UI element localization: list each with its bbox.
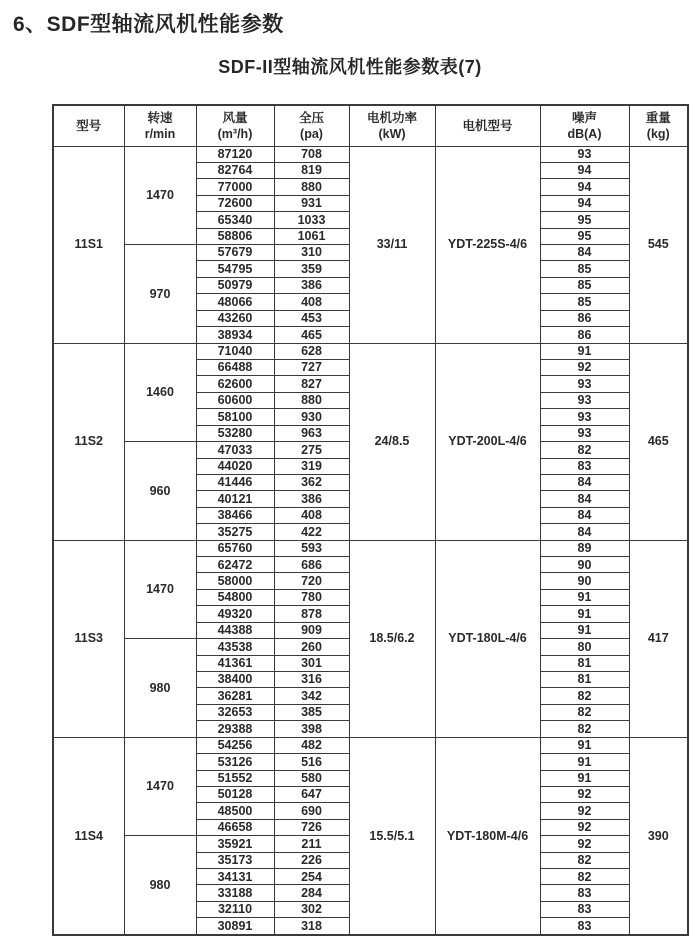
- noise-cell: 91: [540, 343, 629, 359]
- pressure-cell: 318: [274, 918, 349, 935]
- noise-cell: 89: [540, 540, 629, 556]
- flow-cell: 51552: [196, 770, 274, 786]
- flow-cell: 54800: [196, 589, 274, 605]
- flow-cell: 41446: [196, 474, 274, 490]
- noise-cell: 83: [540, 458, 629, 474]
- pressure-cell: 422: [274, 524, 349, 540]
- flow-cell: 60600: [196, 392, 274, 408]
- noise-cell: 91: [540, 770, 629, 786]
- noise-cell: 91: [540, 737, 629, 753]
- column-header: 型号: [53, 105, 124, 146]
- flow-cell: 32653: [196, 704, 274, 720]
- noise-cell: 93: [540, 392, 629, 408]
- noise-cell: 91: [540, 754, 629, 770]
- noise-cell: 93: [540, 425, 629, 441]
- pressure-cell: 482: [274, 737, 349, 753]
- noise-cell: 85: [540, 277, 629, 293]
- model-cell: 11S3: [53, 540, 124, 737]
- flow-cell: 66488: [196, 359, 274, 375]
- flow-cell: 54256: [196, 737, 274, 753]
- noise-cell: 91: [540, 622, 629, 638]
- pressure-cell: 385: [274, 704, 349, 720]
- flow-cell: 43260: [196, 310, 274, 326]
- flow-cell: 50979: [196, 277, 274, 293]
- pressure-cell: 260: [274, 639, 349, 655]
- weight-cell: 465: [629, 343, 688, 540]
- speed-cell: 980: [124, 836, 196, 935]
- flow-cell: 50128: [196, 786, 274, 802]
- flow-cell: 41361: [196, 655, 274, 671]
- noise-cell: 86: [540, 310, 629, 326]
- pressure-cell: 580: [274, 770, 349, 786]
- flow-cell: 48500: [196, 803, 274, 819]
- fan-performance-table: [52, 104, 689, 936]
- speed-cell: 960: [124, 442, 196, 541]
- pressure-cell: 386: [274, 277, 349, 293]
- table-row: [53, 737, 688, 753]
- flow-cell: 58100: [196, 409, 274, 425]
- pressure-cell: 398: [274, 721, 349, 737]
- speed-cell: 1460: [124, 343, 196, 442]
- noise-cell: 85: [540, 294, 629, 310]
- noise-cell: 93: [540, 146, 629, 162]
- noise-cell: 82: [540, 442, 629, 458]
- flow-cell: 62600: [196, 376, 274, 392]
- speed-cell: 970: [124, 245, 196, 344]
- flow-cell: 72600: [196, 195, 274, 211]
- flow-cell: 35173: [196, 852, 274, 868]
- page-title: 6、SDF型轴流风机性能参数: [13, 13, 284, 36]
- flow-cell: 62472: [196, 557, 274, 573]
- column-header: 全压 (pa): [274, 105, 349, 146]
- column-header: 转速 r/min: [124, 105, 196, 146]
- noise-cell: 81: [540, 672, 629, 688]
- power-cell: 15.5/5.1: [349, 737, 435, 935]
- noise-cell: 92: [540, 803, 629, 819]
- flow-cell: 34131: [196, 869, 274, 885]
- flow-cell: 71040: [196, 343, 274, 359]
- flow-cell: 38466: [196, 507, 274, 523]
- pressure-cell: 465: [274, 327, 349, 343]
- table-row: [53, 540, 688, 556]
- table-body: [53, 146, 688, 935]
- pressure-cell: 302: [274, 901, 349, 917]
- noise-cell: 93: [540, 376, 629, 392]
- flow-cell: 43538: [196, 639, 274, 655]
- pressure-cell: 931: [274, 195, 349, 211]
- noise-cell: 82: [540, 869, 629, 885]
- model-cell: 11S2: [53, 343, 124, 540]
- flow-cell: 53126: [196, 754, 274, 770]
- noise-cell: 94: [540, 179, 629, 195]
- pressure-cell: 880: [274, 392, 349, 408]
- pressure-cell: 1061: [274, 228, 349, 244]
- column-header: 电机型号: [435, 105, 540, 146]
- pressure-cell: 275: [274, 442, 349, 458]
- pressure-cell: 690: [274, 803, 349, 819]
- flow-cell: 82764: [196, 162, 274, 178]
- motor-model-cell: YDT-225S-4/6: [435, 146, 540, 343]
- noise-cell: 83: [540, 918, 629, 935]
- pressure-cell: 362: [274, 474, 349, 490]
- noise-cell: 95: [540, 212, 629, 228]
- noise-cell: 92: [540, 836, 629, 852]
- flow-cell: 29388: [196, 721, 274, 737]
- noise-cell: 84: [540, 491, 629, 507]
- flow-cell: 46658: [196, 819, 274, 835]
- pressure-cell: 726: [274, 819, 349, 835]
- pressure-cell: 226: [274, 852, 349, 868]
- power-cell: 24/8.5: [349, 343, 435, 540]
- motor-model-cell: YDT-180L-4/6: [435, 540, 540, 737]
- pressure-cell: 284: [274, 885, 349, 901]
- speed-cell: 1470: [124, 540, 196, 639]
- table-row: [53, 146, 688, 162]
- column-header: 电机功率 (kW): [349, 105, 435, 146]
- flow-cell: 36281: [196, 688, 274, 704]
- table-row: [53, 343, 688, 359]
- noise-cell: 84: [540, 245, 629, 261]
- noise-cell: 82: [540, 704, 629, 720]
- pressure-cell: 342: [274, 688, 349, 704]
- pressure-cell: 727: [274, 359, 349, 375]
- flow-cell: 35921: [196, 836, 274, 852]
- flow-cell: 87120: [196, 146, 274, 162]
- speed-cell: 980: [124, 639, 196, 738]
- weight-cell: 545: [629, 146, 688, 343]
- pressure-cell: 930: [274, 409, 349, 425]
- flow-cell: 57679: [196, 245, 274, 261]
- flow-cell: 40121: [196, 491, 274, 507]
- pressure-cell: 310: [274, 245, 349, 261]
- noise-cell: 91: [540, 606, 629, 622]
- pressure-cell: 319: [274, 458, 349, 474]
- pressure-cell: 408: [274, 294, 349, 310]
- flow-cell: 48066: [196, 294, 274, 310]
- pressure-cell: 1033: [274, 212, 349, 228]
- pressure-cell: 647: [274, 786, 349, 802]
- flow-cell: 49320: [196, 606, 274, 622]
- flow-cell: 38400: [196, 672, 274, 688]
- flow-cell: 32110: [196, 901, 274, 917]
- pressure-cell: 827: [274, 376, 349, 392]
- motor-model-cell: YDT-200L-4/6: [435, 343, 540, 540]
- noise-cell: 84: [540, 507, 629, 523]
- pressure-cell: 628: [274, 343, 349, 359]
- pressure-cell: 819: [274, 162, 349, 178]
- flow-cell: 44388: [196, 622, 274, 638]
- noise-cell: 91: [540, 589, 629, 605]
- noise-cell: 92: [540, 786, 629, 802]
- noise-cell: 93: [540, 409, 629, 425]
- noise-cell: 95: [540, 228, 629, 244]
- noise-cell: 84: [540, 524, 629, 540]
- pressure-cell: 301: [274, 655, 349, 671]
- column-header: 风量 (m³/h): [196, 105, 274, 146]
- pressure-cell: 408: [274, 507, 349, 523]
- power-cell: 33/11: [349, 146, 435, 343]
- noise-cell: 81: [540, 655, 629, 671]
- pressure-cell: 963: [274, 425, 349, 441]
- flow-cell: 33188: [196, 885, 274, 901]
- pressure-cell: 880: [274, 179, 349, 195]
- flow-cell: 53280: [196, 425, 274, 441]
- speed-cell: 1470: [124, 737, 196, 836]
- pressure-cell: 211: [274, 836, 349, 852]
- noise-cell: 82: [540, 688, 629, 704]
- pressure-cell: 593: [274, 540, 349, 556]
- noise-cell: 80: [540, 639, 629, 655]
- flow-cell: 38934: [196, 327, 274, 343]
- flow-cell: 35275: [196, 524, 274, 540]
- pressure-cell: 386: [274, 491, 349, 507]
- noise-cell: 90: [540, 573, 629, 589]
- pressure-cell: 708: [274, 146, 349, 162]
- noise-cell: 82: [540, 721, 629, 737]
- flow-cell: 65760: [196, 540, 274, 556]
- pressure-cell: 909: [274, 622, 349, 638]
- noise-cell: 83: [540, 901, 629, 917]
- motor-model-cell: YDT-180M-4/6: [435, 737, 540, 935]
- noise-cell: 92: [540, 359, 629, 375]
- flow-cell: 30891: [196, 918, 274, 935]
- flow-cell: 65340: [196, 212, 274, 228]
- pressure-cell: 686: [274, 557, 349, 573]
- noise-cell: 83: [540, 885, 629, 901]
- noise-cell: 86: [540, 327, 629, 343]
- flow-cell: 58000: [196, 573, 274, 589]
- pressure-cell: 780: [274, 589, 349, 605]
- flow-cell: 44020: [196, 458, 274, 474]
- flow-cell: 54795: [196, 261, 274, 277]
- power-cell: 18.5/6.2: [349, 540, 435, 737]
- noise-cell: 92: [540, 819, 629, 835]
- weight-cell: 417: [629, 540, 688, 737]
- model-cell: 11S4: [53, 737, 124, 935]
- noise-cell: 82: [540, 852, 629, 868]
- noise-cell: 94: [540, 162, 629, 178]
- flow-cell: 47033: [196, 442, 274, 458]
- flow-cell: 58806: [196, 228, 274, 244]
- noise-cell: 94: [540, 195, 629, 211]
- pressure-cell: 359: [274, 261, 349, 277]
- flow-cell: 77000: [196, 179, 274, 195]
- pressure-cell: 878: [274, 606, 349, 622]
- weight-cell: 390: [629, 737, 688, 935]
- pressure-cell: 316: [274, 672, 349, 688]
- pressure-cell: 720: [274, 573, 349, 589]
- speed-cell: 1470: [124, 146, 196, 245]
- table-header-row: [53, 105, 688, 146]
- pressure-cell: 254: [274, 869, 349, 885]
- column-header: 重量 (kg): [629, 105, 688, 146]
- pressure-cell: 453: [274, 310, 349, 326]
- table-title: SDF-II型轴流风机性能参数表(7): [218, 57, 482, 77]
- column-header: 噪声 dB(A): [540, 105, 629, 146]
- noise-cell: 84: [540, 474, 629, 490]
- noise-cell: 85: [540, 261, 629, 277]
- noise-cell: 90: [540, 557, 629, 573]
- pressure-cell: 516: [274, 754, 349, 770]
- model-cell: 11S1: [53, 146, 124, 343]
